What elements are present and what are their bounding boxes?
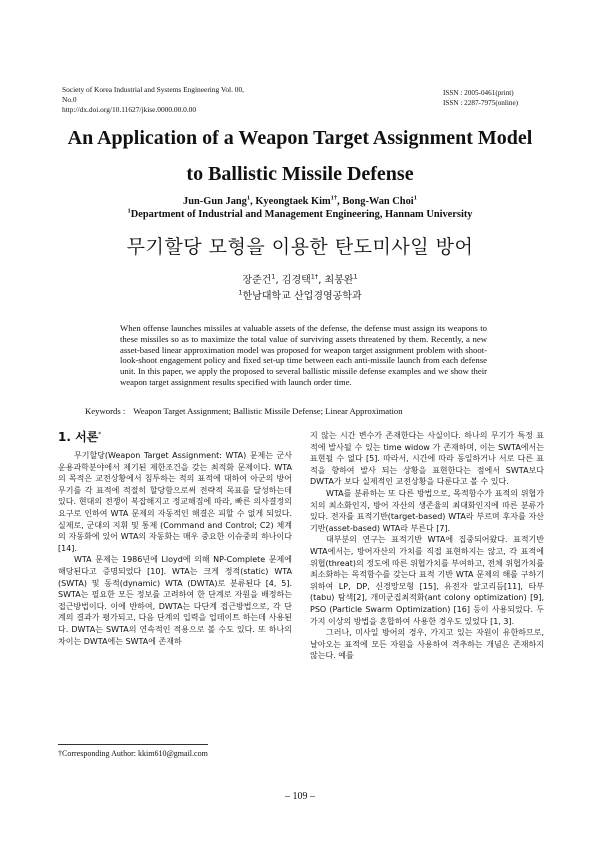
abstract: When offense launches missiles at valuable assets of the defense, the defense must assign its weapons to these missiles so as to maximize the total value of surviving assets threatened by them. Recently, a new asset-based linear approximation model was proposed for weapon target assignment problem with shoot-look-shoot engagement policy and fixed set-up time between each anti-missile launch from each defense unit. In this paper, we apply the proposed to several ballistic missile defense examples and we show their weapon target assignment results specified with launch order time. — [120, 323, 487, 387]
paper-title-korean: 무기할당 모형을 이용한 탄도미사일 방어 — [126, 236, 474, 258]
author-name: 김경택 — [281, 275, 311, 286]
author-affil-mark: 1† — [310, 272, 319, 281]
paragraph: 대부분의 연구는 표적기반 WTA에 집중되어왔다. 표적기반 WTA에서는, 방어자산의 가치를 직접 표현하지는 않고, 각 표적에 위협(threat)의 정도에 따른 위협가치를 부여하고, 전체 위협가치를 최소화하는 목적함수를 갖는다 표적 기반 WTA 문제의 해를 구하기 위하여 LP, DP, 신경망모형 [15], 유전자 알고리듬[11], 타부(tabu) 탐색[2], 개미군집최적화(ant colony optimization) [9], PSO (Particle Swarm Optimization) [16] 등이 사용되었다. 두 가지 이상의 방법을 혼합하여 사용한 경우도 있었다 [1, 3]. — [310, 535, 544, 626]
author-name: Kyeongtaek Kim — [255, 196, 331, 207]
paragraph: 지 않는 시간 변수가 존재한다는 사실이다. 하나의 무기가 특정 표적에 발사될 수 있는 time widow 가 존재하며, 이는 SWTA에서는 표현될 수 없다 [5]. 따라서, 시간에 따라 동일하거나 서로 다른 표적을 향하여 발사 되는 상황을 표현한다는 점에서 SWTA보다 DWTA가 보다 실제적인 교전상황을 다룬다고 볼 수 있다. — [310, 431, 544, 487]
footnote-divider — [58, 744, 208, 745]
paragraph: 그러나, 미사일 방어의 경우, 가지고 있는 자원이 유한하므로, 날아오는 표적에 모든 자원을 사용하여 격추하는 개념은 존재하지 않는다. 예를 — [310, 628, 544, 661]
author-affil-mark: 1† — [330, 194, 338, 202]
keywords-text: Weapon Target Assignment; Ballistic Missile Defense; Linear Approximation — [133, 406, 403, 416]
author-name: 최봉완 — [324, 275, 354, 286]
body-column-left — [58, 430, 292, 647]
paragraph: WTA 문제는 1986년에 Lloyd에 의해 NP-Complete 문제에 해당된다고 증명되었다 [10]. WTA는 크게 정적(static) WTA (SWTA) 및 동적(dynamic) WTA (DWTA)로 분류된다 [4, 5]. SWTA는 필요한 모든 정보를 고려하여 한 단계로 자원을 배정하는 접근방법이다. 이에 반하여, DWTA는 다단계 접근방법으로, 각 단계의 결과가 평가되고, 다음 단계의 입력을 업데이트 하는데 사용된다. DWTA는 SWTA의 연속적인 적용으로 볼 수도 있다. 또 하나의 차이는 DWTA에는 SWTA에 존재하 — [58, 555, 292, 646]
keywords — [85, 406, 545, 416]
keywords-label: Keywords : — [85, 406, 126, 416]
author-separator: , — [318, 275, 325, 286]
issn-info — [443, 88, 563, 108]
section-heading-text: 1. 서론 — [58, 430, 99, 444]
affil-mark: 1 — [127, 207, 131, 215]
author-affil-mark: 1 — [271, 272, 276, 281]
author-name: Jun-Gun Jang — [183, 196, 247, 207]
author-list-ko — [40, 271, 560, 286]
page-number: – 109 – — [285, 791, 315, 802]
section-footnote-mark: * — [98, 431, 102, 438]
journal-issue: No.0 — [62, 95, 77, 104]
author-affil-mark: 1 — [246, 194, 251, 202]
corresponding-author-footnote: †Corresponding Author: kkim610@gmail.com — [58, 749, 208, 758]
author-separator: , — [275, 275, 282, 286]
paragraph: 무기할당(Weapon Target Assignment: WTA) 문제는 군사운용과학분야에서 제기된 제한조건을 갖는 최적화 문제이다. WTA의 목적은 교전상황에서 침투하는 적의 표적에 대하여 아군의 방어무기를 각 표적에 적절히 할당함으로써 전략적 목표를 달성하는데 있다. 현대의 전쟁이 복잡해지고 정교해짐에 따라, 빠른 의사결정의 요구로 인하여 WTA 문제의 자동적인 해결은 피할 수 없게 되었다. 실제로, 군대의 지휘 및 통제 (Command and Control; C2) 체계의 자동화에 있어 WTA의 자동화는 매우 중요한 이슈중의 하나이다 [14]. — [58, 451, 292, 553]
author-name: 장준건 — [242, 275, 272, 286]
affiliation-ko — [40, 287, 560, 302]
author-name: Bong-Wan Choi — [342, 196, 414, 207]
author-affil-mark: 1 — [353, 272, 358, 281]
affiliation-text: Department of Industrial and Management Engineering, Hannam University — [130, 209, 473, 220]
body-column-right — [310, 430, 544, 662]
issn-online: ISSN : 2287-7975(online) — [443, 99, 519, 107]
journal-name: Society of Korea Industrial and Systems Engineering Vol. 00, — [62, 85, 245, 94]
author-list-en — [40, 196, 560, 207]
paper-title-line-1: An Application of a Weapon Target Assignment Model — [67, 127, 533, 149]
author-separator: , — [250, 196, 256, 207]
journal-info — [62, 85, 302, 115]
issn-print: ISSN : 2005-0461(print) — [443, 89, 514, 97]
doi-link[interactable]: http://dx.doi.org/10.11627/jkise.0000.00.0.00 — [62, 105, 197, 114]
section-heading — [58, 430, 292, 444]
affil-mark: 1 — [238, 288, 243, 297]
paragraph: WTA를 분류하는 또 다른 방법으로, 목적함수가 표적의 위협가치의 최소화인지, 방어 자산의 생존율의 최대화인지에 따른 분류가 있다. 전자를 표적기반(target-based) WTA라 부르며 후자를 자산기반(asset-based) WTA라 부른다 [7]. — [310, 488, 544, 533]
affiliation-text: 한남대학교 산업경영공학과 — [242, 291, 362, 302]
author-affil-mark: 1 — [413, 194, 417, 202]
affiliation-en — [40, 209, 560, 220]
author-separator: , — [337, 196, 343, 207]
paper-title-line-2: to Ballistic Missile Defense — [186, 163, 414, 185]
